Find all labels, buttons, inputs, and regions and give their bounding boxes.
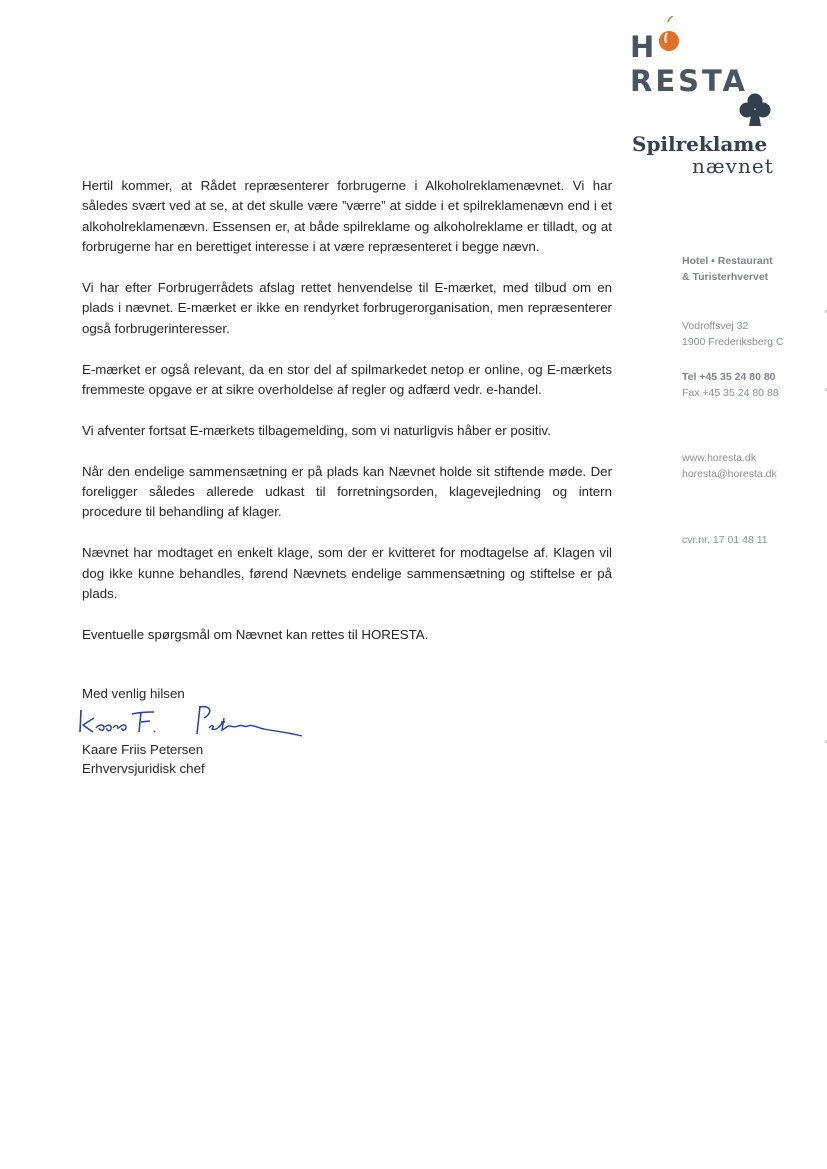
spilreklamenaevnet-logo — [630, 92, 780, 182]
body-paragraph: E-mærket er også relevant, da en stor del af spilmarkedet netop er online, og E-mærkets fremmeste opgave er at sikre overholdelse af regler og adfærd vedr. e-handel. — [82, 361, 612, 398]
phone-number: Tel +45 35 24 80 80 — [682, 371, 776, 383]
body-paragraph: Nævnet har modtaget en enkelt klage, som der er kvitteret for modtagelse af. Klagen vil dog ikke kunne behandles, førend Nævnets endelige sammensætning og stiftelse er på plads. — [82, 545, 612, 602]
body-paragraph: Vi afventer fortsat E-mærkets tilbagemelding, som vi naturligvis håber er positiv. — [82, 422, 551, 438]
body-paragraph: Når den endelige sammensætning er på plads kan Nævnet holde sit stiftende møde. Der foreligger således allerede udkast til forretningsorden, klagevejledning og intern procedure til behandling af klager. — [82, 463, 612, 520]
web-block — [682, 450, 777, 482]
horesta-o-icon — [654, 16, 690, 66]
fax-number: Fax +45 35 24 80 88 — [682, 387, 779, 399]
club-suit-icon — [738, 92, 772, 128]
horesta-logo — [630, 28, 790, 98]
signer-block — [82, 740, 205, 778]
sector-block: Hotel • Restaurant & Turisterhvervet — [682, 255, 773, 283]
board-title: Spilreklame — [632, 132, 768, 156]
horesta-wordmark: HRESTA — [630, 30, 749, 98]
letter-body — [82, 176, 612, 666]
body-paragraph: Hertil kommer, at Rådet repræsenterer forbrugerne i Alkoholreklamenævnet. Vi har således svært ved at se, at det skulle være ”værre” at sidde i et spilreklamenævn end i et alkoholreklamenævn. Essensen er, at både spilreklame og alkoholreklame er tilladt, og at forbrugerne har en berettiget interesse i at være repræsenteret i begge nævn. — [82, 178, 612, 255]
cvr-number: cvr.nr. 17 01 48 11 — [682, 534, 768, 546]
closing-greeting: Med venlig hilsen — [82, 686, 185, 701]
email-link[interactable]: horesta@horesta.dk — [682, 468, 777, 480]
signer-title: Erhvervsjuridisk chef — [82, 761, 205, 776]
board-subtitle: nævnet — [692, 154, 774, 178]
signer-name: Kaare Friis Petersen — [82, 742, 204, 757]
body-paragraph: Vi har efter Forbrugerrådets afslag rettet henvendelse til E-mærket, med tilbud om en plads i nævnet. E-mærket er ikke en rendyrket forbrugerorganisation, men repræsenterer også forbrugerinteresser. — [82, 280, 612, 336]
phone-block — [682, 369, 779, 401]
website-link[interactable]: www.horesta.dk — [682, 452, 757, 464]
address-block: Vodroffsvej 32 1900 Frederiksberg C — [682, 320, 784, 348]
body-paragraph: Eventuelle spørgsmål om Nævnet kan rettes til HORESTA. — [82, 626, 429, 642]
